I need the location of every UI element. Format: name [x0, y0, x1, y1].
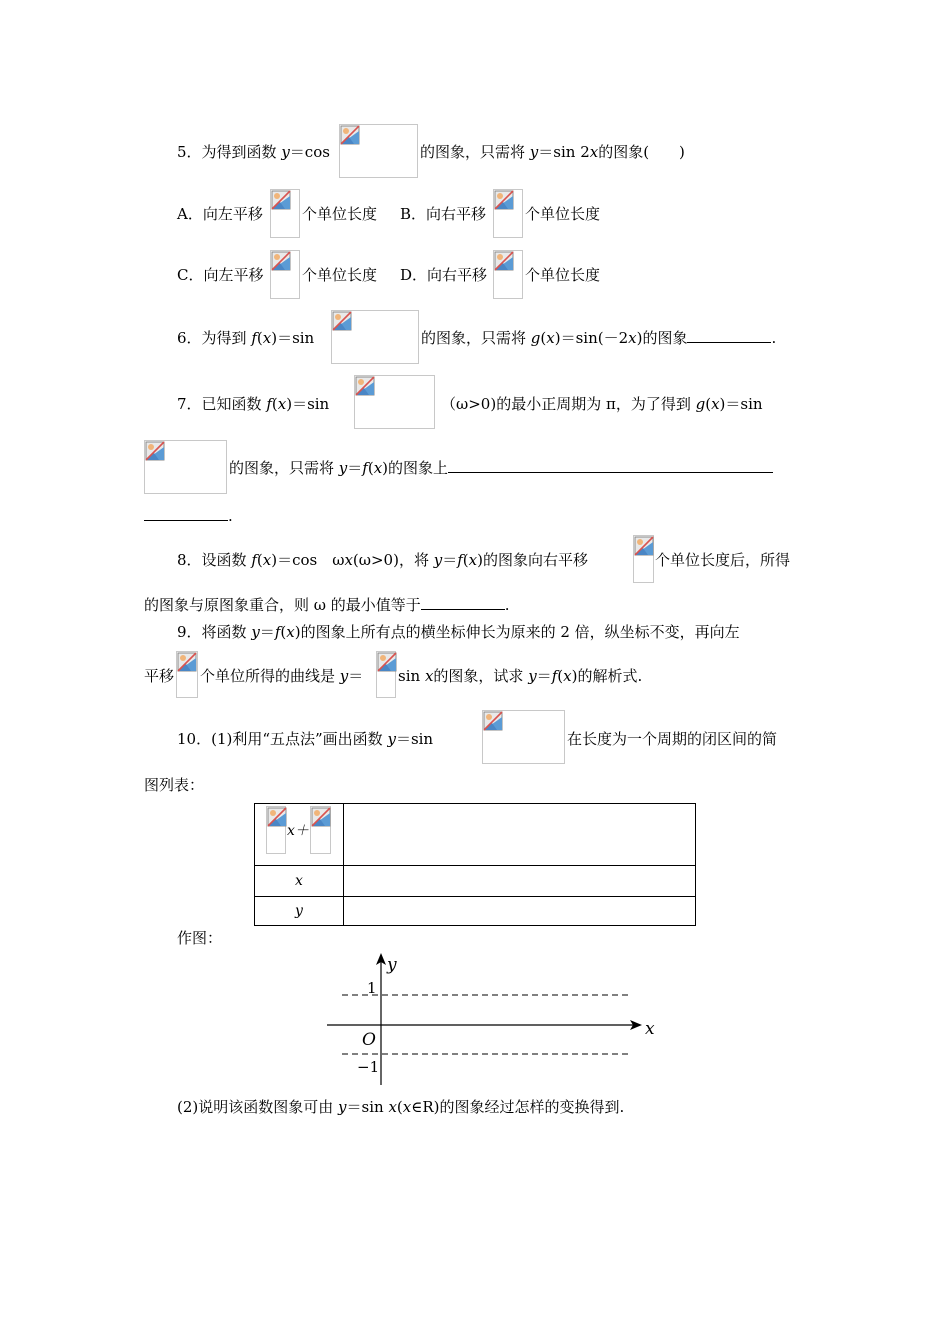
formula-image [493, 189, 523, 238]
q10-stem-end: 在长度为一个周期的闭区间的简 [567, 730, 778, 748]
var-x: x [424, 667, 434, 685]
broken-image-icon [355, 376, 375, 396]
q6-stem [177, 328, 314, 348]
broken-image-icon [271, 190, 291, 210]
var-x: x [373, 459, 383, 477]
formula-image [493, 250, 523, 299]
broken-image-icon-part [380, 655, 386, 661]
option-d-label: D．向右平移 [400, 266, 488, 284]
paren: ) [382, 459, 389, 477]
paren: ( [256, 329, 263, 347]
q7-line2 [229, 458, 773, 478]
broken-image-icon [494, 190, 514, 210]
q5-stem-cont [420, 142, 685, 162]
q10-stem [177, 729, 433, 749]
paren: ) [477, 551, 483, 569]
paren: ( [367, 459, 374, 477]
var-f: f [251, 551, 257, 569]
paren: ) [286, 395, 293, 413]
answer-blank[interactable] [421, 595, 505, 610]
q5-text: 5．为得到函数 [177, 143, 282, 161]
q9-line2-end [398, 666, 642, 686]
q7-eq-sin: ＝sin [725, 395, 763, 413]
table-cell[interactable] [344, 897, 696, 926]
q6-eq-sin: ＝sin [277, 329, 315, 347]
x-axis-label: x [645, 1019, 655, 1039]
var-y: y [251, 623, 260, 641]
q6-text: 6．为得到 [177, 329, 252, 347]
var-y: y [338, 459, 348, 477]
var-x: x [277, 395, 287, 413]
var-g: g [695, 395, 706, 413]
paren: ( [705, 395, 712, 413]
paren: ( [271, 395, 278, 413]
var-y: y [281, 143, 290, 161]
answer-blank[interactable] [687, 328, 771, 343]
q9-text: 的解析式. [577, 667, 643, 685]
option-d-suffix: 个单位长度 [525, 266, 601, 284]
var-y: y [528, 667, 537, 685]
answer-blank[interactable] [448, 458, 773, 473]
var-f: f [457, 551, 463, 569]
var-y: y [387, 730, 396, 748]
period: . [504, 596, 510, 614]
q5-eq-sin: ＝sin 2 [538, 143, 590, 161]
broken-image-icon-part [637, 539, 643, 545]
var-x: x [344, 551, 353, 569]
paren: ) [554, 329, 561, 347]
paren: ) [271, 551, 278, 569]
var-x: x [628, 329, 637, 347]
var-y: y [339, 667, 349, 685]
option-c-suffix: 个单位长度 [302, 266, 378, 284]
equals: ＝ [536, 667, 552, 685]
paren: ( [280, 623, 287, 641]
period: . [228, 507, 233, 525]
draw-label: 作图： [177, 929, 223, 947]
option-a-label: A．向左平移 [177, 205, 263, 223]
broken-image-icon-part [358, 379, 364, 385]
formula-image [144, 440, 227, 494]
q9-text: 的图象上所有点的横坐标伸长为原来的 2 倍，纵坐标不变，再向左 [300, 623, 740, 641]
var-x: x [546, 329, 555, 347]
paren: ( [462, 551, 469, 569]
var-x: x [589, 143, 599, 161]
broken-image-icon [332, 311, 352, 331]
var-y: y [338, 1098, 347, 1116]
equals: ＝ [259, 623, 275, 641]
paren: ) [719, 395, 726, 413]
var-x: x [286, 623, 295, 641]
table-x-plus: x＋ [287, 823, 309, 839]
broken-image-icon-part [148, 444, 154, 450]
q8-line2 [144, 595, 510, 615]
table-header-cell [255, 804, 344, 866]
formula-image [633, 535, 654, 583]
tick-label-one: 1 [367, 979, 377, 997]
q7-text: 的图象，只需将 [229, 459, 339, 477]
q6-text: 的图象，只需将 [421, 329, 531, 347]
var-x: x [563, 667, 572, 685]
q9-text: 个单位所得的曲线是 [200, 667, 340, 685]
var-x: x [388, 1098, 397, 1116]
broken-image-icon-part [486, 714, 492, 720]
q7-text: 的图象上 [388, 459, 449, 477]
var-y: y [433, 551, 443, 569]
formula-image [176, 651, 198, 698]
var-f: f [251, 329, 257, 347]
broken-image-icon-part [335, 314, 341, 320]
q5-eq-cos: ＝cos [289, 143, 330, 161]
paren: ( [396, 1098, 403, 1116]
formula-image [354, 375, 435, 429]
broken-image-icon [634, 536, 654, 556]
option-a-suffix: 个单位长度 [302, 205, 378, 223]
broken-image-icon-part [270, 810, 276, 816]
table-cell[interactable] [344, 866, 696, 897]
formula-image [339, 124, 418, 178]
q6-eq: ＝sin(－2 [560, 329, 629, 347]
q7-stem-cont [441, 394, 763, 414]
var-f: f [362, 459, 368, 477]
broken-image-icon-part [274, 193, 280, 199]
q5-stem [177, 142, 330, 162]
q6-text: )的图象 [636, 329, 688, 347]
formula-image [270, 189, 300, 238]
paren: ) [271, 329, 278, 347]
table-row-label-x: x [255, 866, 344, 897]
table-row-label-y: y [255, 897, 344, 926]
q10-part2 [177, 1097, 624, 1117]
broken-image-icon [311, 807, 331, 827]
tick-label-neg-one: −1 [357, 1058, 380, 1076]
paren: ( [540, 329, 547, 347]
q9-line1 [177, 622, 740, 642]
option-b-suffix: 个单位长度 [525, 205, 601, 223]
var-f: f [551, 667, 558, 685]
five-point-table [254, 803, 696, 926]
q9-sin: sin [398, 667, 425, 685]
formula-image [310, 806, 331, 854]
paren: ) [294, 623, 301, 641]
q10-text: 10．(1)利用“五点法”画出函数 [177, 730, 388, 748]
broken-image-icon-part [343, 128, 349, 134]
var-x: x [711, 395, 720, 413]
q7-stem [177, 394, 329, 414]
q10-eq-sin: ＝sin [346, 1098, 389, 1116]
coordinate-axes [320, 948, 665, 1090]
answer-blank[interactable] [144, 506, 228, 521]
option-b-label: B．向右平移 [400, 205, 487, 223]
var-x: x [262, 329, 272, 347]
var-x: x [468, 551, 478, 569]
q5-text: 的图象( ) [598, 143, 685, 161]
q8-stem-end: 个单位长度后，所得 [655, 551, 791, 569]
option-c-label: C．向左平移 [177, 266, 264, 284]
q8-text: (ω>0)，将 [352, 551, 434, 569]
q7-line3 [144, 506, 233, 526]
q9-text: 9．将函数 [177, 623, 252, 641]
q7-text: （ω>0)的最小正周期为 π，为了得到 [441, 395, 696, 413]
var-g: g [530, 329, 541, 347]
formula-image [376, 651, 396, 698]
broken-image-icon [340, 125, 360, 145]
q10-text: ∈R)的图象经过怎样的变换得到. [411, 1098, 625, 1116]
broken-image-icon [494, 251, 514, 271]
broken-image-icon [177, 652, 197, 672]
table-cell[interactable] [344, 804, 696, 866]
equals: ＝ [348, 667, 364, 685]
equals: ＝ [442, 551, 458, 569]
broken-image-icon [145, 441, 165, 461]
q7-text: 7．已知函数 [177, 395, 267, 413]
broken-image-icon-part [180, 655, 186, 661]
broken-image-icon-part [274, 254, 280, 260]
equals: ＝ [347, 459, 363, 477]
q10-text: (2)说明该函数图象可由 [177, 1098, 339, 1116]
broken-image-icon-part [497, 254, 503, 260]
broken-image-icon [377, 652, 397, 672]
y-axis-label: y [387, 955, 397, 975]
var-f: f [274, 623, 281, 641]
paren: ) [571, 667, 578, 685]
broken-image-icon [267, 807, 287, 827]
q5-text: 的图象，只需将 [420, 143, 530, 161]
q7-eq-sin: ＝sin [292, 395, 330, 413]
broken-image-icon [483, 711, 503, 731]
paren: ( [256, 551, 263, 569]
q6-stem-cont [421, 328, 776, 348]
broken-image-icon [271, 251, 291, 271]
q9-line2-mid [200, 666, 363, 686]
q8-stem [177, 550, 588, 570]
q10-table-intro: 图列表： [144, 776, 205, 794]
var-x: x [402, 1098, 412, 1116]
paren: ( [557, 667, 564, 685]
var-y: y [529, 143, 539, 161]
q10-eq-sin: ＝sin [395, 730, 434, 748]
q8-text: 的图象向右平移 [482, 551, 588, 569]
formula-image [266, 806, 286, 854]
broken-image-icon-part [314, 810, 320, 816]
q8-text: 的图象与原图象重合，则 ω 的最小值等于 [144, 596, 421, 614]
origin-label: O [362, 1030, 376, 1050]
q9-text: 的图象，试求 [433, 667, 529, 685]
var-f: f [266, 395, 272, 413]
var-x: x [262, 551, 272, 569]
formula-image [482, 710, 565, 764]
period: . [771, 329, 777, 347]
formula-image [270, 250, 300, 299]
q8-text: 8．设函数 [177, 551, 252, 569]
formula-image [331, 310, 419, 364]
q8-eq-cos: ＝cos ω [277, 551, 345, 569]
q9-line2-start: 平移 [144, 667, 175, 685]
broken-image-icon-part [497, 193, 503, 199]
